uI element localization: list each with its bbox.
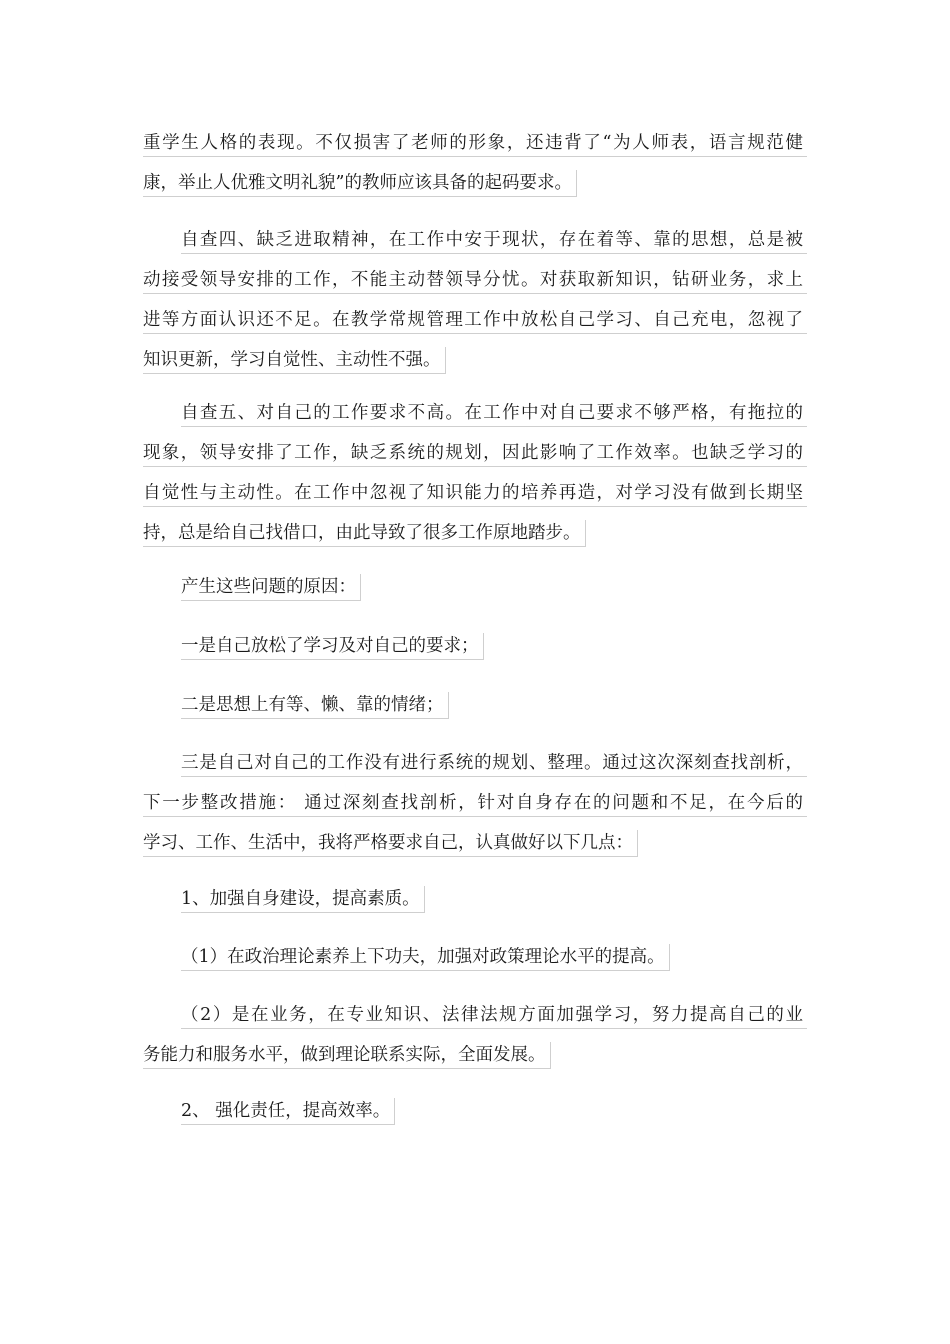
text-line: 二是思想上有等、懒、靠的情绪； — [143, 685, 807, 725]
paragraph — [143, 393, 807, 553]
paragraph — [143, 123, 807, 203]
text-line: 现象，领导安排了工作，缺乏系统的规划，因此影响了工作效率。也缺乏学习的 — [143, 433, 807, 473]
paragraph — [143, 567, 807, 607]
text-line: 1、加强自身建设，提高素质。 — [143, 879, 807, 919]
text-line: （2）是在业务，在专业知识、法律法规方面加强学习，努力提高自己的业 — [143, 995, 807, 1035]
paragraph — [143, 626, 807, 666]
text-line: 自觉性与主动性。在工作中忽视了知识能力的培养再造，对学习没有做到长期坚 — [143, 473, 807, 513]
text-line: 务能力和服务水平，做到理论联系实际，全面发展。 — [143, 1035, 807, 1075]
text-line: 产生这些问题的原因： — [143, 567, 807, 607]
text-line: 重学生人格的表现。不仅损害了老师的形象，还违背了“为人师表，语言规范健 — [143, 123, 807, 163]
paragraph — [143, 220, 807, 380]
text-line: 自查四、缺乏进取精神，在工作中安于现状，存在着等、靠的思想，总是被 — [143, 220, 807, 260]
text-line: 自查五、对自己的工作要求不高。在工作中对自己要求不够严格，有拖拉的 — [143, 393, 807, 433]
text-line: 动接受领导安排的工作，不能主动替领导分忧。对获取新知识，钻研业务，求上 — [143, 260, 807, 300]
text-line: （1）在政治理论素养上下功夫，加强对政策理论水平的提高。 — [143, 937, 807, 977]
text-line: 康，举止人优雅文明礼貌”的教师应该具备的起码要求。 — [143, 163, 807, 203]
paragraph — [143, 1091, 807, 1131]
text-line: 一是自己放松了学习及对自己的要求； — [143, 626, 807, 666]
paragraph — [143, 879, 807, 919]
paragraph — [143, 995, 807, 1075]
paragraph — [143, 743, 807, 863]
text-line: 2、 强化责任，提高效率。 — [143, 1091, 807, 1131]
paragraph — [143, 937, 807, 977]
paragraph — [143, 685, 807, 725]
text-line: 三是自己对自己的工作没有进行系统的规划、整理。通过这次深刻查找剖析， — [143, 743, 807, 783]
text-line: 知识更新，学习自觉性、主动性不强。 — [143, 340, 807, 380]
text-line: 进等方面认识还不足。在教学常规管理工作中放松自己学习、自己充电，忽视了 — [143, 300, 807, 340]
text-line: 学习、工作、生活中，我将严格要求自己，认真做好以下几点： — [143, 823, 807, 863]
text-line: 持，总是给自己找借口，由此导致了很多工作原地踏步。 — [143, 513, 807, 553]
text-line: 下一步整改措施： 通过深刻查找剖析，针对自身存在的问题和不足，在今后的 — [143, 783, 807, 823]
